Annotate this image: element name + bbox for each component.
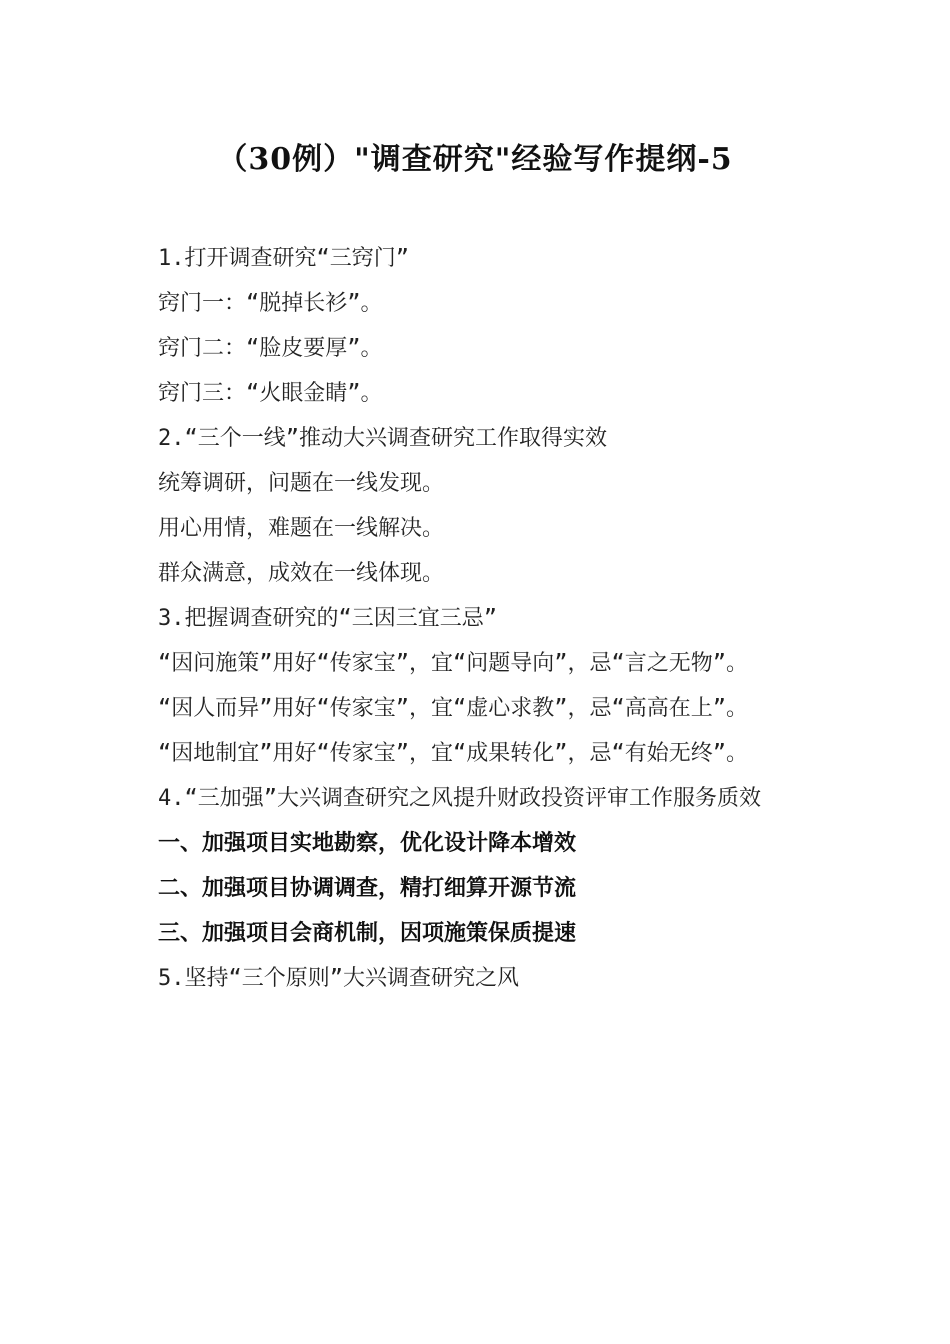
paragraph-5: 2.“三个一线”推动大兴调查研究工作取得实效: [158, 426, 607, 451]
bold-heading-2: 二、加强项目协调调查，精打细算开源节流: [158, 876, 577, 901]
paragraph-3: 窍门二：“脸皮要厚”。: [158, 336, 383, 361]
paragraph-13: 4.“三加强”大兴调查研究之风提升财政投资评审工作服务质效: [158, 786, 761, 811]
paragraph-17: 5.坚持“三个原则”大兴调查研究之风: [158, 966, 519, 991]
bold-heading-1: 一、加强项目实地勘察，优化设计降本增效: [158, 831, 577, 856]
paragraph-4: 窍门三：“火眼金睛”。: [158, 381, 383, 406]
paragraph-6: 统筹调研，问题在一线发现。: [158, 471, 445, 496]
bold-heading-3: 三、加强项目会商机制，因项施策保质提速: [158, 921, 577, 946]
document-title: （30例）"调查研究"经验写作提纲-5: [217, 142, 733, 177]
paragraph-1: 1.打开调查研究“三窍门”: [158, 246, 409, 271]
paragraph-7: 用心用情，难题在一线解决。: [158, 516, 445, 541]
document-body: [120, 236, 820, 1001]
paragraph-11: “因人而异”用好“传家宝”，宜“虚心求教”，忌“高高在上”。: [158, 696, 748, 721]
paragraph-10: “因问施策”用好“传家宝”，宜“问题导向”，忌“言之无物”。: [158, 651, 748, 676]
paragraph-9: 3.把握调查研究的“三因三宜三忌”: [158, 606, 497, 631]
paragraph-12: “因地制宜”用好“传家宝”，宜“成果转化”，忌“有始无终”。: [158, 741, 748, 766]
paragraph-2: 窍门一：“脱掉长衫”。: [158, 291, 383, 316]
paragraph-8: 群众满意，成效在一线体现。: [158, 561, 445, 586]
